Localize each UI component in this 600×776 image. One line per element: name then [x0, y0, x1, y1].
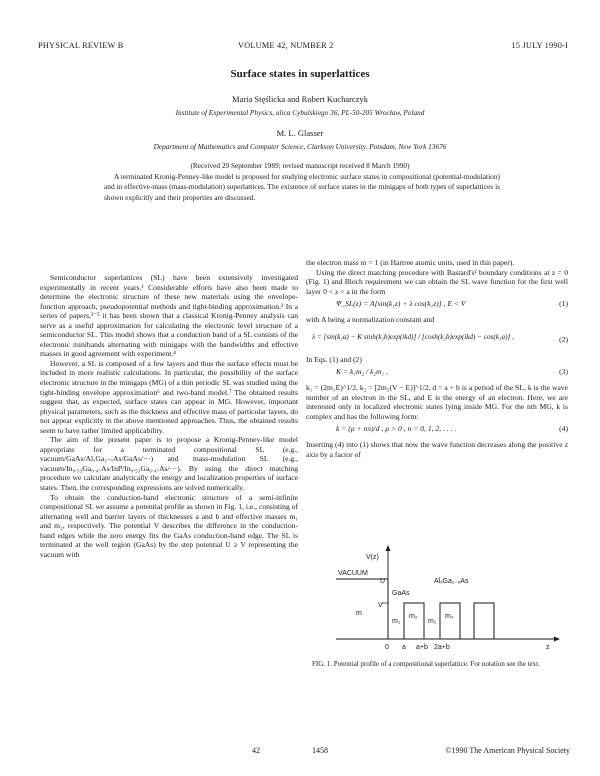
- x-tick-label: a: [402, 644, 406, 651]
- copyright: ©1990 The American Physical Society: [445, 746, 570, 755]
- equation-3: [306, 366, 568, 381]
- paragraph: k₁ = (2m₁E)^1/2, k₂ = [2m₂(V − E)]^1/2, d = a + b is a period of the SL, k is the wave number of an electron in the SL, and E is the energy of an electron. Here, we are interested only in localized electronic states lying inside MG. For the nth MG, k is complex and has the following form:: [306, 383, 568, 421]
- right-column: [306, 258, 568, 460]
- equation-number: (1): [559, 299, 568, 309]
- x-tick-label: 2a+b: [434, 644, 450, 651]
- page-footer: [40, 746, 570, 758]
- x-tick-label: 0: [385, 644, 389, 651]
- equation-expression: Ψ_SL(z) = A[sin(k₁z) + λ cos(k₁z)] , E < V: [336, 299, 466, 309]
- x-tick-label: a+b: [416, 644, 428, 651]
- potential-profile-line: [336, 579, 494, 639]
- left-column: [40, 273, 298, 559]
- u-label: U: [380, 578, 386, 585]
- equation-number: (2): [559, 334, 568, 344]
- running-header: [38, 41, 568, 53]
- issue-date: 15 JULY 1990-I: [511, 41, 568, 50]
- barrier-mass-label: m₂: [445, 613, 454, 620]
- equation-number: (4): [559, 424, 568, 434]
- gaas-label: GaAs: [392, 590, 410, 597]
- figure-caption: FIG. 1. Potential profile of a compositional superlattice. For notation see the text.: [312, 660, 540, 668]
- abstract: A terminated Kronig-Penney-like model is proposed for studying electronic surface states in compositional (potential-modulation) and in effective-mass (mass-modulation) superlattices. The existence of surface states in the minigaps of both types of superlattices is shown explicitly and their properties are discussed.: [104, 172, 500, 202]
- paragraph: To obtain the conduction-band electronic structure of a semi-infinite compositional SL we assume a potential profile as shown in Fig. 1, i.e., consisting of alternating well and barrier layers of thicknesses a and b and effective masses m₁ and m₂, respectively. The potential V describes the difference in the conduction-band edges while the zero energy fits the GaAs conduction-band edge. The SL is terminated at the well region (GaAs) by the step potential U ≥ V representing the vacuum with: [40, 492, 298, 559]
- z-axis-label: z: [546, 644, 550, 651]
- paragraph: the electron mass m = 1 (in Hartree atomic units, used in this paper).: [306, 258, 515, 267]
- paragraph: The aim of the present paper is to propose a Kronig-Penney-like model appropriate for a terminated compositional SL (e.g., vacuum/GaAs/AlₓGa₁₋ₓAs/GaAs/···) and mass-modulation SL (e.g., vacuum/In₀.₅₃Ga₀.₄₇As/InP/In₀.₅₃Ga₀.₄₇As/···). By using the direct matching procedure we calculate analytically the energy and localization properties of surface states. Then, the corresponding expressions are solved numerically.: [40, 435, 298, 493]
- vacuum-mass-label: m: [356, 610, 362, 617]
- paragraph: Semiconductor superlattices (SL) have been extensively investigated experimentally in recent years.¹ Considerable efforts have also been made to determine the electronic structure of these new materials using the envelope-function approach, pseudopotential methods and tight-binding approximation.² In a series of papers,³⁻⁵ it has been shown that a classical Kronig-Penney analysis can serve as a useful approximation for calculating the electronic level structure of a semiconductor SL. This model shows that a conduction band of a SL consists of the electronic minibands alternating with minigaps with the bandwidths and effective masses in good agreement with experiment.⁴: [40, 273, 298, 359]
- page-number: 1458: [312, 746, 328, 755]
- paper-title: Surface states in superlattices: [230, 68, 370, 80]
- journal-name: PHYSICAL REVIEW B: [38, 41, 124, 50]
- v-level-label: V: [378, 602, 383, 609]
- paragraph: Using the direct matching procedure with Bastard's² boundary conditions at z = 0 (Fig. 1) and Bloch requirement we can obtain the SL wave function for the first well layer 0 < z < a in the form: [306, 267, 568, 296]
- barrier-mass-label: m₂: [409, 613, 418, 620]
- potential-profile-figure: [322, 543, 570, 653]
- equation-expression: λ = [sin(k₁a) − K sinh(k₂b)exp(ikd)] / [cosh(k₂b)exp(ikd) − cos(k₁a)] ,: [312, 332, 514, 341]
- well-mass-label: m₁: [428, 618, 437, 625]
- well-mass-label: m₁: [392, 618, 401, 625]
- received-dates: (Received 29 September 1989; revised manuscript received 8 March 1990): [190, 161, 410, 170]
- equation-expression: k = (μ + nπ)/d , μ > 0 , n = 0, 1, 2, . . . .: [336, 424, 457, 434]
- equation-4: [306, 423, 568, 438]
- v-axis-label: V(z): [366, 554, 379, 561]
- equation-2: [306, 327, 568, 353]
- author-list-2: M. L. Glasser: [276, 128, 324, 138]
- y-axis-arrow: [386, 545, 391, 551]
- paragraph: In Eqs. (1) and (2): [306, 354, 362, 364]
- paragraph: Inserting (4) into (1) shows that now the wave function decreases along the positive z axis by a factor of: [306, 440, 568, 460]
- alloy-label: AlₓGa₁₋ₓAs: [434, 578, 469, 585]
- volume-number: VOLUME 42, NUMBER 2: [238, 41, 334, 50]
- paragraph: However, a SL is composed of a few layers and thus the surface effects must be included in more realistic calculations. In particular, the possibility of the surface electronic structure in the minigaps (MG) of a thin periodic SL was studied using the tight-binding envelope approximation⁶ and two-band model.⁷ The obtained results suggest that, as expected, surface states can appear in MG. However, important physical parameters, such as the thickness and effective mass of particular layers, do not appear explicitly in the above mentioned approaches. Thus, the obtained results seem to have rather limited applicability.: [40, 358, 298, 435]
- equation-number: (3): [559, 367, 568, 377]
- equation-1: [306, 298, 568, 313]
- paragraph: with A being a normalization constant and: [306, 315, 435, 325]
- affiliation: Institute of Experimental Physics, ulica Cybulskiego 36, PL-50-205 Wrocław, Poland: [175, 108, 425, 117]
- author-list: Maria Stęślicka and Robert Kucharczyk: [232, 94, 368, 104]
- affiliation-2: Department of Mathematics and Computer Science, Clarkson University, Potsdam, New York 13676: [153, 142, 447, 151]
- equation-expression: K = k₁m₂ / k₂m₁ ,: [336, 367, 388, 377]
- vacuum-label: VACUUM: [338, 570, 368, 577]
- x-axis-arrow: [554, 637, 560, 642]
- volume-number-footer: 42: [252, 746, 260, 755]
